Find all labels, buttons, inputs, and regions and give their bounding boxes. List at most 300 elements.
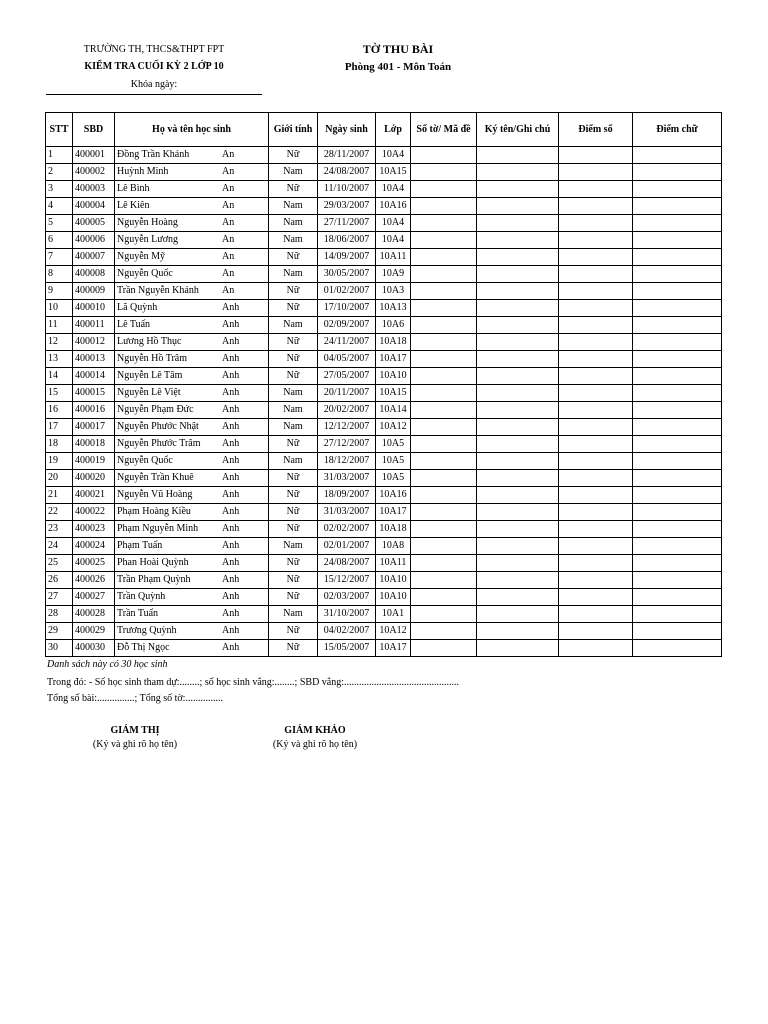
examiner-instruction: (Ký và ghi rõ họ tên) (272, 739, 358, 750)
row-name (115, 317, 269, 334)
row-sbd: 400002 (73, 164, 115, 181)
table-row (46, 249, 722, 266)
row-score[interactable] (559, 470, 633, 487)
row-score-words[interactable] (633, 385, 722, 402)
row-score[interactable] (559, 147, 633, 164)
row-signature[interactable] (477, 198, 559, 215)
row-signature[interactable] (477, 419, 559, 436)
row-sheets[interactable] (411, 402, 477, 419)
row-score[interactable] (559, 419, 633, 436)
table-row (46, 555, 722, 572)
row-sheets[interactable] (411, 232, 477, 249)
row-score-words[interactable] (633, 283, 722, 300)
proctor-title: GIÁM THỊ (110, 725, 160, 736)
row-score[interactable] (559, 215, 633, 232)
row-name (115, 215, 269, 232)
table-header-row (46, 113, 722, 147)
row-name (115, 640, 269, 657)
table-row (46, 385, 722, 402)
row-score[interactable] (559, 606, 633, 623)
row-stt: 18 (46, 436, 73, 453)
row-signature[interactable] (477, 555, 559, 572)
row-score[interactable] (559, 538, 633, 555)
row-stt: 2 (46, 164, 73, 181)
row-dob: 18/12/2007 (318, 453, 376, 470)
row-sheets[interactable] (411, 300, 477, 317)
row-dob: 02/09/2007 (318, 317, 376, 334)
row-signature[interactable] (477, 589, 559, 606)
row-name (115, 606, 269, 623)
row-dob: 24/08/2007 (318, 164, 376, 181)
row-stt: 26 (46, 572, 73, 589)
row-score-words[interactable] (633, 232, 722, 249)
col-gender: Giới tính (269, 113, 318, 147)
row-score[interactable] (559, 164, 633, 181)
col-signature: Ký tên/Ghi chú (477, 113, 559, 147)
row-surname: Lương Hồ Thục (117, 336, 182, 347)
row-score-words[interactable] (633, 181, 722, 198)
row-stt: 13 (46, 351, 73, 368)
row-stt: 22 (46, 504, 73, 521)
row-sbd: 400006 (73, 232, 115, 249)
row-surname: Nguyễn Lê Việt (117, 387, 181, 398)
row-dob: 01/02/2007 (318, 283, 376, 300)
row-dob: 31/10/2007 (318, 606, 376, 623)
row-score[interactable] (559, 436, 633, 453)
proctor-signature (55, 725, 215, 750)
row-stt: 14 (46, 368, 73, 385)
row-signature[interactable] (477, 317, 559, 334)
row-sheets[interactable] (411, 181, 477, 198)
row-sbd: 400016 (73, 402, 115, 419)
row-gender: Nam (269, 402, 318, 419)
row-stt: 4 (46, 198, 73, 215)
row-given-name: An (222, 200, 235, 211)
table-row (46, 198, 722, 215)
row-signature[interactable] (477, 266, 559, 283)
row-score-words[interactable] (633, 572, 722, 589)
row-gender: Nam (269, 606, 318, 623)
row-score[interactable] (559, 368, 633, 385)
row-dob: 20/02/2007 (318, 402, 376, 419)
row-score-words[interactable] (633, 521, 722, 538)
row-class: 10A8 (376, 538, 411, 555)
row-surname: Đồng Trần Khánh (117, 149, 190, 160)
table-row (46, 317, 722, 334)
row-score-words[interactable] (633, 487, 722, 504)
row-sbd: 400019 (73, 453, 115, 470)
row-signature[interactable] (477, 640, 559, 657)
row-sheets[interactable] (411, 606, 477, 623)
row-given-name: An (222, 234, 235, 245)
row-signature[interactable] (477, 402, 559, 419)
row-sheets[interactable] (411, 368, 477, 385)
row-signature[interactable] (477, 164, 559, 181)
row-gender: Nữ (269, 470, 318, 487)
row-sheets[interactable] (411, 164, 477, 181)
row-score-words[interactable] (633, 640, 722, 657)
row-dob: 15/05/2007 (318, 640, 376, 657)
row-class: 10A17 (376, 640, 411, 657)
row-dob: 27/05/2007 (318, 368, 376, 385)
row-class: 10A9 (376, 266, 411, 283)
row-sbd: 400013 (73, 351, 115, 368)
table-row (46, 470, 722, 487)
row-name (115, 334, 269, 351)
row-signature[interactable] (477, 249, 559, 266)
row-class: 10A11 (376, 555, 411, 572)
row-gender: Nữ (269, 589, 318, 606)
row-sheets[interactable] (411, 249, 477, 266)
row-sheets[interactable] (411, 385, 477, 402)
row-given-name: An (222, 166, 235, 177)
row-gender: Nữ (269, 351, 318, 368)
row-signature[interactable] (477, 334, 559, 351)
row-surname: Huỳnh Minh (117, 166, 169, 177)
row-score-words[interactable] (633, 555, 722, 572)
row-gender: Nữ (269, 334, 318, 351)
row-name (115, 572, 269, 589)
row-signature[interactable] (477, 436, 559, 453)
row-class: 10A12 (376, 419, 411, 436)
row-score[interactable] (559, 487, 633, 504)
row-score-words[interactable] (633, 334, 722, 351)
row-surname: Phạm Nguyễn Minh (117, 523, 199, 534)
row-signature[interactable] (477, 215, 559, 232)
row-score-words[interactable] (633, 198, 722, 215)
row-dob: 18/09/2007 (318, 487, 376, 504)
row-sheets[interactable] (411, 334, 477, 351)
row-signature[interactable] (477, 283, 559, 300)
row-sbd: 400012 (73, 334, 115, 351)
row-sheets[interactable] (411, 538, 477, 555)
row-sheets[interactable] (411, 572, 477, 589)
row-score-words[interactable] (633, 266, 722, 283)
row-surname: Trần Phạm Quỳnh (117, 574, 191, 585)
row-sheets[interactable] (411, 640, 477, 657)
row-class: 10A4 (376, 147, 411, 164)
row-sheets[interactable] (411, 521, 477, 538)
row-given-name: Anh (222, 455, 240, 466)
row-gender: Nam (269, 232, 318, 249)
row-name (115, 402, 269, 419)
table-row (46, 334, 722, 351)
row-sbd: 400020 (73, 470, 115, 487)
row-signature[interactable] (477, 147, 559, 164)
row-score[interactable] (559, 521, 633, 538)
row-sbd: 400009 (73, 283, 115, 300)
table-row (46, 487, 722, 504)
row-given-name: Anh (222, 319, 240, 330)
col-class: Lớp (376, 113, 411, 147)
table-row (46, 283, 722, 300)
row-score-words[interactable] (633, 402, 722, 419)
row-dob: 27/11/2007 (318, 215, 376, 232)
row-score-words[interactable] (633, 164, 722, 181)
row-surname: Đỗ Thị Ngọc (117, 642, 170, 653)
row-score-words[interactable] (633, 606, 722, 623)
row-sheets[interactable] (411, 198, 477, 215)
row-score[interactable] (559, 453, 633, 470)
row-class: 10A15 (376, 164, 411, 181)
row-name (115, 623, 269, 640)
row-score[interactable] (559, 555, 633, 572)
row-signature[interactable] (477, 368, 559, 385)
row-sbd: 400022 (73, 504, 115, 521)
row-stt: 27 (46, 589, 73, 606)
row-score[interactable] (559, 181, 633, 198)
table-row (46, 521, 722, 538)
row-name (115, 538, 269, 555)
row-sbd: 400030 (73, 640, 115, 657)
row-score[interactable] (559, 640, 633, 657)
table-row (46, 215, 722, 232)
row-surname: Trương Quỳnh (117, 625, 177, 636)
row-score-words[interactable] (633, 419, 722, 436)
row-given-name: An (222, 183, 235, 194)
row-score[interactable] (559, 198, 633, 215)
row-name (115, 436, 269, 453)
table-row (46, 368, 722, 385)
row-sheets[interactable] (411, 283, 477, 300)
row-stt: 23 (46, 521, 73, 538)
row-sheets[interactable] (411, 351, 477, 368)
table-row (46, 436, 722, 453)
row-score-words[interactable] (633, 453, 722, 470)
row-sbd: 400024 (73, 538, 115, 555)
row-stt: 29 (46, 623, 73, 640)
row-score[interactable] (559, 249, 633, 266)
row-surname: Lê Bình (117, 183, 150, 194)
row-class: 10A5 (376, 470, 411, 487)
row-surname: Nguyễn Phước Nhật (117, 421, 199, 432)
row-surname: Trần Nguyễn Khánh (117, 285, 199, 296)
row-sheets[interactable] (411, 147, 477, 164)
row-signature[interactable] (477, 487, 559, 504)
row-given-name: An (222, 268, 235, 279)
row-given-name: An (222, 149, 235, 160)
row-name (115, 470, 269, 487)
row-class: 10A4 (376, 215, 411, 232)
table-row (46, 232, 722, 249)
row-dob: 24/08/2007 (318, 555, 376, 572)
attendance-line: Trong đó: - Số học sinh tham dự:........; số học sinh vắng:........; SBD vắng:.............................................. (47, 677, 460, 688)
row-score[interactable] (559, 504, 633, 521)
row-signature[interactable] (477, 385, 559, 402)
row-name (115, 351, 269, 368)
row-score-words[interactable] (633, 300, 722, 317)
row-name (115, 589, 269, 606)
row-signature[interactable] (477, 181, 559, 198)
row-stt: 16 (46, 402, 73, 419)
row-given-name: An (222, 285, 235, 296)
row-sheets[interactable] (411, 504, 477, 521)
student-count-note: Danh sách này có 30 học sinh (47, 659, 168, 670)
row-sbd: 400014 (73, 368, 115, 385)
row-given-name: Anh (222, 642, 240, 653)
row-score-words[interactable] (633, 215, 722, 232)
row-name (115, 181, 269, 198)
row-score-words[interactable] (633, 249, 722, 266)
table-row (46, 572, 722, 589)
row-name (115, 521, 269, 538)
row-score[interactable] (559, 232, 633, 249)
row-class: 10A15 (376, 385, 411, 402)
row-score[interactable] (559, 334, 633, 351)
row-given-name: Anh (222, 302, 240, 313)
row-surname: Lã Quỳnh (117, 302, 158, 313)
row-score-words[interactable] (633, 351, 722, 368)
row-score[interactable] (559, 385, 633, 402)
row-stt: 24 (46, 538, 73, 555)
row-stt: 28 (46, 606, 73, 623)
row-surname: Nguyễn Trần Khuê (117, 472, 194, 483)
col-score-words: Điểm chữ (633, 113, 722, 147)
row-sbd: 400017 (73, 419, 115, 436)
row-name (115, 385, 269, 402)
row-score[interactable] (559, 300, 633, 317)
row-score-words[interactable] (633, 470, 722, 487)
row-surname: Lê Tuấn (117, 319, 151, 330)
row-score-words[interactable] (633, 538, 722, 555)
row-signature[interactable] (477, 232, 559, 249)
row-dob: 18/06/2007 (318, 232, 376, 249)
table-row (46, 419, 722, 436)
row-score[interactable] (559, 317, 633, 334)
row-sbd: 400004 (73, 198, 115, 215)
row-surname: Nguyễn Lê Tâm (117, 370, 183, 381)
row-score[interactable] (559, 283, 633, 300)
row-stt: 17 (46, 419, 73, 436)
row-gender: Nữ (269, 623, 318, 640)
row-gender: Nam (269, 215, 318, 232)
row-signature[interactable] (477, 300, 559, 317)
row-sheets[interactable] (411, 419, 477, 436)
row-signature[interactable] (477, 538, 559, 555)
room-subject: Phòng 401 - Môn Toán (344, 61, 452, 73)
row-gender: Nữ (269, 436, 318, 453)
row-given-name: Anh (222, 370, 240, 381)
row-name (115, 283, 269, 300)
row-given-name: Anh (222, 438, 240, 449)
row-gender: Nam (269, 538, 318, 555)
row-given-name: Anh (222, 404, 240, 415)
row-signature[interactable] (477, 521, 559, 538)
row-signature[interactable] (477, 470, 559, 487)
row-sheets[interactable] (411, 589, 477, 606)
row-name (115, 453, 269, 470)
row-score-words[interactable] (633, 147, 722, 164)
row-stt: 30 (46, 640, 73, 657)
row-sbd: 400015 (73, 385, 115, 402)
row-gender: Nữ (269, 521, 318, 538)
row-score[interactable] (559, 623, 633, 640)
row-score[interactable] (559, 351, 633, 368)
row-score-words[interactable] (633, 368, 722, 385)
row-stt: 8 (46, 266, 73, 283)
row-score-words[interactable] (633, 589, 722, 606)
row-surname: Nguyễn Quốc (117, 268, 173, 279)
row-stt: 5 (46, 215, 73, 232)
row-surname: Nguyễn Hoàng (117, 217, 178, 228)
row-sbd: 400003 (73, 181, 115, 198)
row-score-words[interactable] (633, 504, 722, 521)
row-score-words[interactable] (633, 623, 722, 640)
row-signature[interactable] (477, 606, 559, 623)
row-score[interactable] (559, 402, 633, 419)
table-row (46, 538, 722, 555)
row-given-name: Anh (222, 421, 240, 432)
row-surname: Phạm Hoàng Kiều (117, 506, 191, 517)
row-sheets[interactable] (411, 487, 477, 504)
row-score-words[interactable] (633, 436, 722, 453)
row-score[interactable] (559, 266, 633, 283)
row-given-name: Anh (222, 557, 240, 568)
row-score-words[interactable] (633, 317, 722, 334)
row-name (115, 147, 269, 164)
row-stt: 3 (46, 181, 73, 198)
row-class: 10A18 (376, 334, 411, 351)
row-sheets[interactable] (411, 266, 477, 283)
row-signature[interactable] (477, 623, 559, 640)
row-sheets[interactable] (411, 470, 477, 487)
row-class: 10A11 (376, 249, 411, 266)
row-signature[interactable] (477, 351, 559, 368)
row-sheets[interactable] (411, 215, 477, 232)
row-signature[interactable] (477, 453, 559, 470)
row-score[interactable] (559, 589, 633, 606)
row-sheets[interactable] (411, 317, 477, 334)
row-surname: Nguyễn Hồ Trâm (117, 353, 188, 364)
row-dob: 04/02/2007 (318, 623, 376, 640)
row-sheets[interactable] (411, 623, 477, 640)
row-sheets[interactable] (411, 453, 477, 470)
table-row (46, 606, 722, 623)
student-table (45, 112, 722, 657)
row-stt: 7 (46, 249, 73, 266)
examiner-signature (235, 725, 395, 750)
row-gender: Nam (269, 453, 318, 470)
row-dob: 31/03/2007 (318, 470, 376, 487)
page-title: TỜ THU BÀI (362, 42, 434, 56)
row-gender: Nam (269, 385, 318, 402)
row-gender: Nữ (269, 181, 318, 198)
table-row (46, 589, 722, 606)
row-gender: Nữ (269, 368, 318, 385)
row-sheets[interactable] (411, 436, 477, 453)
row-surname: Nguyễn Vũ Hoàng (117, 489, 193, 500)
table-row (46, 181, 722, 198)
row-stt: 15 (46, 385, 73, 402)
row-sbd: 400005 (73, 215, 115, 232)
row-sbd: 400025 (73, 555, 115, 572)
row-name (115, 266, 269, 283)
table-row (46, 453, 722, 470)
row-gender: Nữ (269, 300, 318, 317)
row-given-name: Anh (222, 472, 240, 483)
row-stt: 12 (46, 334, 73, 351)
row-gender: Nam (269, 198, 318, 215)
row-sheets[interactable] (411, 555, 477, 572)
table-row (46, 623, 722, 640)
row-given-name: Anh (222, 591, 240, 602)
row-signature[interactable] (477, 504, 559, 521)
school-name: TRƯỜNG TH, THCS&THPT FPT (83, 44, 225, 55)
row-name (115, 249, 269, 266)
table-row (46, 147, 722, 164)
row-signature[interactable] (477, 572, 559, 589)
row-score[interactable] (559, 572, 633, 589)
